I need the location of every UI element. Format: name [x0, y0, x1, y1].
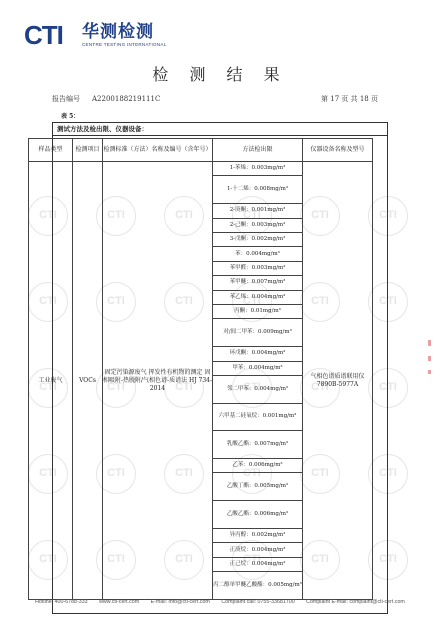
- cell-limit: 乙酸乙酯：0.006mg/m³: [213, 501, 303, 529]
- header-sample-type: 样品类型: [29, 139, 73, 162]
- page-indicator: 第 17 页 共 18 页: [321, 95, 378, 103]
- logo-name-en: CENTRE TESTING INTERNATIONAL: [82, 42, 167, 47]
- seal-edge: [428, 370, 431, 374]
- cell-limit: 3-戊酮：0.002mg/m³: [213, 232, 303, 246]
- cell-limit: 甲苯：0.004mg/m³: [213, 361, 303, 375]
- cell-limit: 正己烷：0.004mg/m³: [213, 557, 303, 571]
- cell-limit: 六甲基二硅氧烷：0.001mg/m³: [213, 403, 303, 431]
- table-header-row: [29, 139, 373, 162]
- cell-limit: 苯乙烯：0.004mg/m³: [213, 290, 303, 304]
- footer-complaint-email[interactable]: Complaint E-mail: complaint@cti-cert.com: [306, 599, 405, 605]
- footer-hotline: Hotline: 400-6788-333: [35, 599, 88, 605]
- cell-limit: 丙二醇单甲醚乙酸酯：0.005mg/m³: [213, 572, 303, 600]
- cell-instrument: 气相色谱质谱联用仪 7890B-5977A: [303, 162, 373, 600]
- footer-complaint-call: Complaint call: 0755-33681700: [221, 599, 295, 605]
- cell-limit: 异丙醇：0.002mg/m³: [213, 528, 303, 542]
- page-title: 检 测 结 果: [152, 65, 288, 84]
- divider: [53, 135, 387, 136]
- cell-limit: 环戊酮：0.004mg/m³: [213, 347, 303, 361]
- table-row: [29, 162, 373, 176]
- footer-contact: [0, 599, 440, 605]
- methods-table: [28, 138, 373, 600]
- cell-limit: 2-己酮：0.003mg/m³: [213, 218, 303, 232]
- report-number: [52, 94, 160, 104]
- company-logo: [24, 20, 167, 50]
- logo-name-cn: 华测检测: [82, 22, 154, 42]
- cell-limit: 1-十二烯：0.008mg/m³: [213, 176, 303, 204]
- seal-edge: [428, 340, 431, 346]
- header-standard: 检测标准（方法）名称及编号（含年号）: [103, 139, 213, 162]
- header-item: 检测项目: [73, 139, 103, 162]
- cell-limit: 乙苯：0.006mg/m³: [213, 459, 303, 473]
- cell-limit: 乳酸乙酯：0.007mg/m³: [213, 431, 303, 459]
- cell-sample-type: 工业废气: [29, 162, 73, 600]
- report-number-value: A2200188219111C: [92, 95, 161, 103]
- footer-website[interactable]: www.cti-cert.com: [99, 599, 140, 605]
- cell-limit: 正庚烷：0.004mg/m³: [213, 543, 303, 557]
- header-limit: 方法检出限: [213, 139, 303, 162]
- header-instrument: 仪器设备名称及型号: [303, 139, 373, 162]
- footer-email[interactable]: E-mail: info@cti-cert.com: [150, 599, 210, 605]
- cell-limit: 邻二甲苯：0.004mg/m³: [213, 375, 303, 403]
- cell-item: VOCs: [73, 162, 103, 600]
- logo-mark: CTI: [24, 20, 63, 50]
- cell-limit: 丙酮：0.01mg/m³: [213, 304, 303, 318]
- section-title: 测试方法及检出限、仪器设备：: [57, 125, 148, 133]
- report-number-label: 报告编号: [52, 95, 80, 103]
- cell-limit: 苯：0.004mg/m³: [213, 247, 303, 261]
- cell-limit: 对/间二甲苯：0.009mg/m³: [213, 319, 303, 347]
- cell-limit: 乙酸丁酯：0.005mg/m³: [213, 473, 303, 501]
- cell-limit: 2-庚酮：0.001mg/m³: [213, 204, 303, 218]
- cell-limit: 苯甲醚：0.007mg/m³: [213, 276, 303, 290]
- cell-limit: 苯甲醛：0.003mg/m³: [213, 261, 303, 275]
- cell-limit: 1-苯烯：0.003mg/m³: [213, 162, 303, 176]
- table-label: 表 5：: [61, 113, 80, 120]
- cell-standard: 固定污染源废气 挥发性有机物的测定 固相吸附-热脱附/气相色谱-质谱法 HJ 734-2014: [103, 162, 213, 600]
- seal-edge: [428, 356, 431, 361]
